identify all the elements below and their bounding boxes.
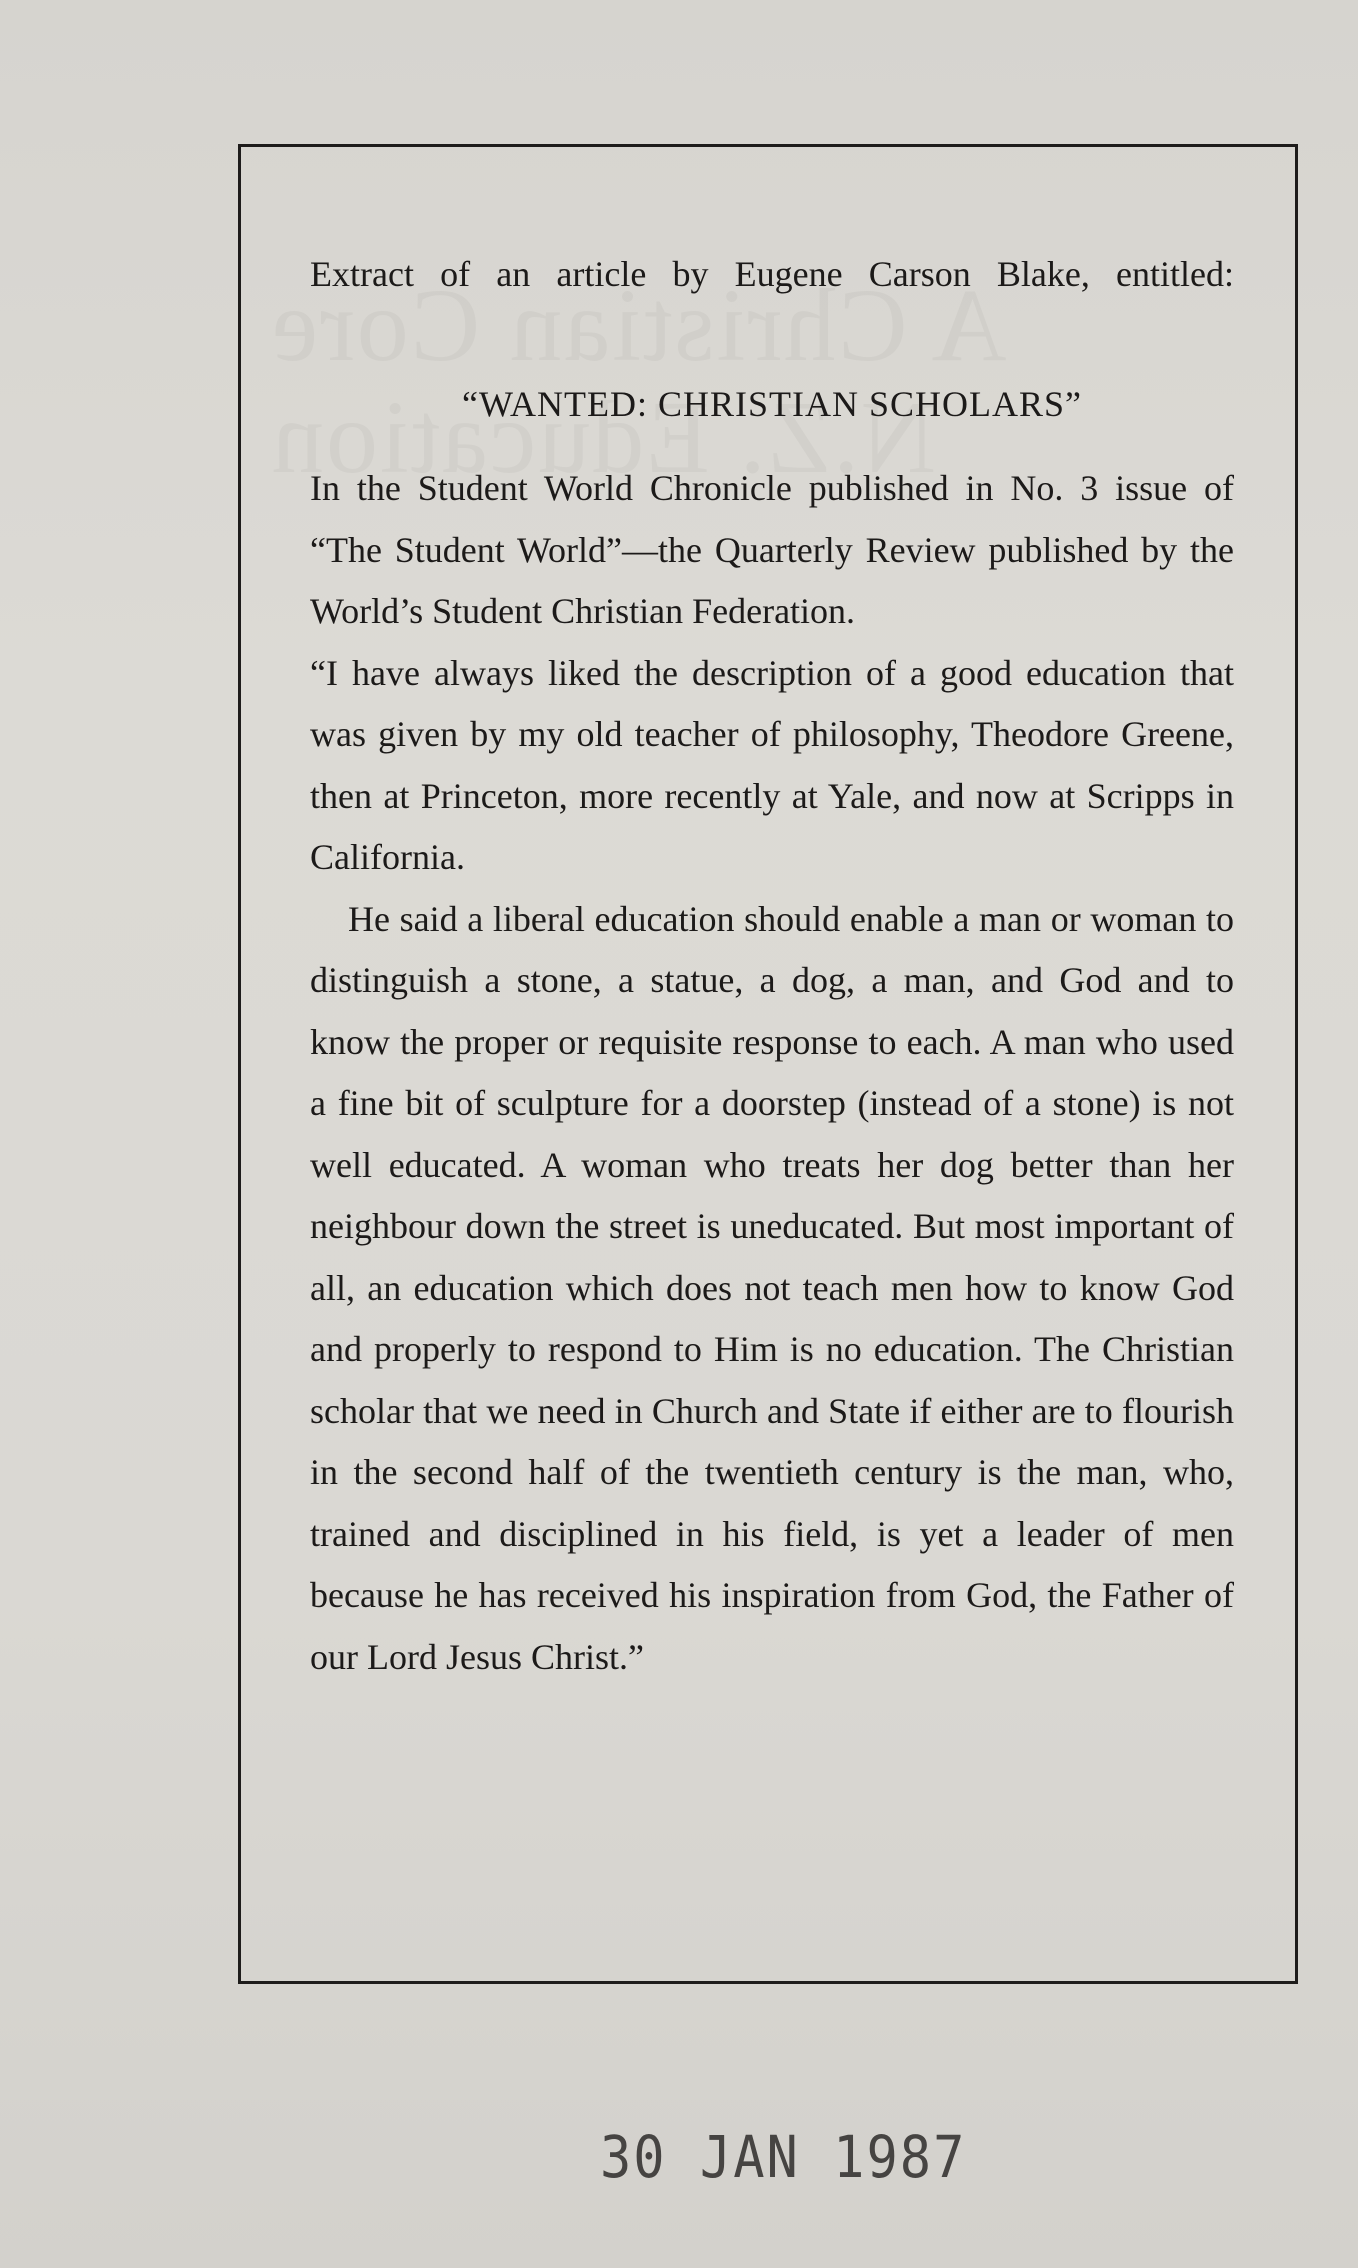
paragraph-quote-body: He said a liberal education should enable a man or woman to distinguish a stone, a statue, a dog, a man, and God and to know the proper or requisite response to each. A man who used a fine bit of sculpture for a doorstep (instead of a stone) is not well educated. A woman who treats her dog better than her neighbour down the street is uneducated. But most important of all, an education which does not teach men how to know God and properly to respond to Him is no education. The Christian scholar that we need in Church and State if either are to flourish in the second half of the twentieth century is the man, who, trained and disciplined in his field, is yet a leader of men because he has received his inspiration from God, the Father of our Lord Jesus Christ.”	[310, 898, 1234, 1677]
paragraph-quote-opening: “I have always liked the description of a good education that was given by my old teacher of philosophy, Theodore Greene, then at Princeton, more recently at Yale, and now at Scripps in California.	[310, 652, 1234, 877]
article-intro: Extract of an article by Eugene Carson Blake, entitled:	[310, 254, 1234, 294]
article-title: “WANTED: CHRISTIAN SCHOLARS”	[462, 384, 1082, 424]
date-stamp: 30 JAN 1987	[600, 2124, 967, 2192]
paragraph-source: In the Student World Chronicle published in No. 3 issue of “The Student World”—the Quarterly Review published by the World’s Student Christian Federation.	[310, 468, 1234, 631]
article-content	[310, 248, 1234, 1688]
